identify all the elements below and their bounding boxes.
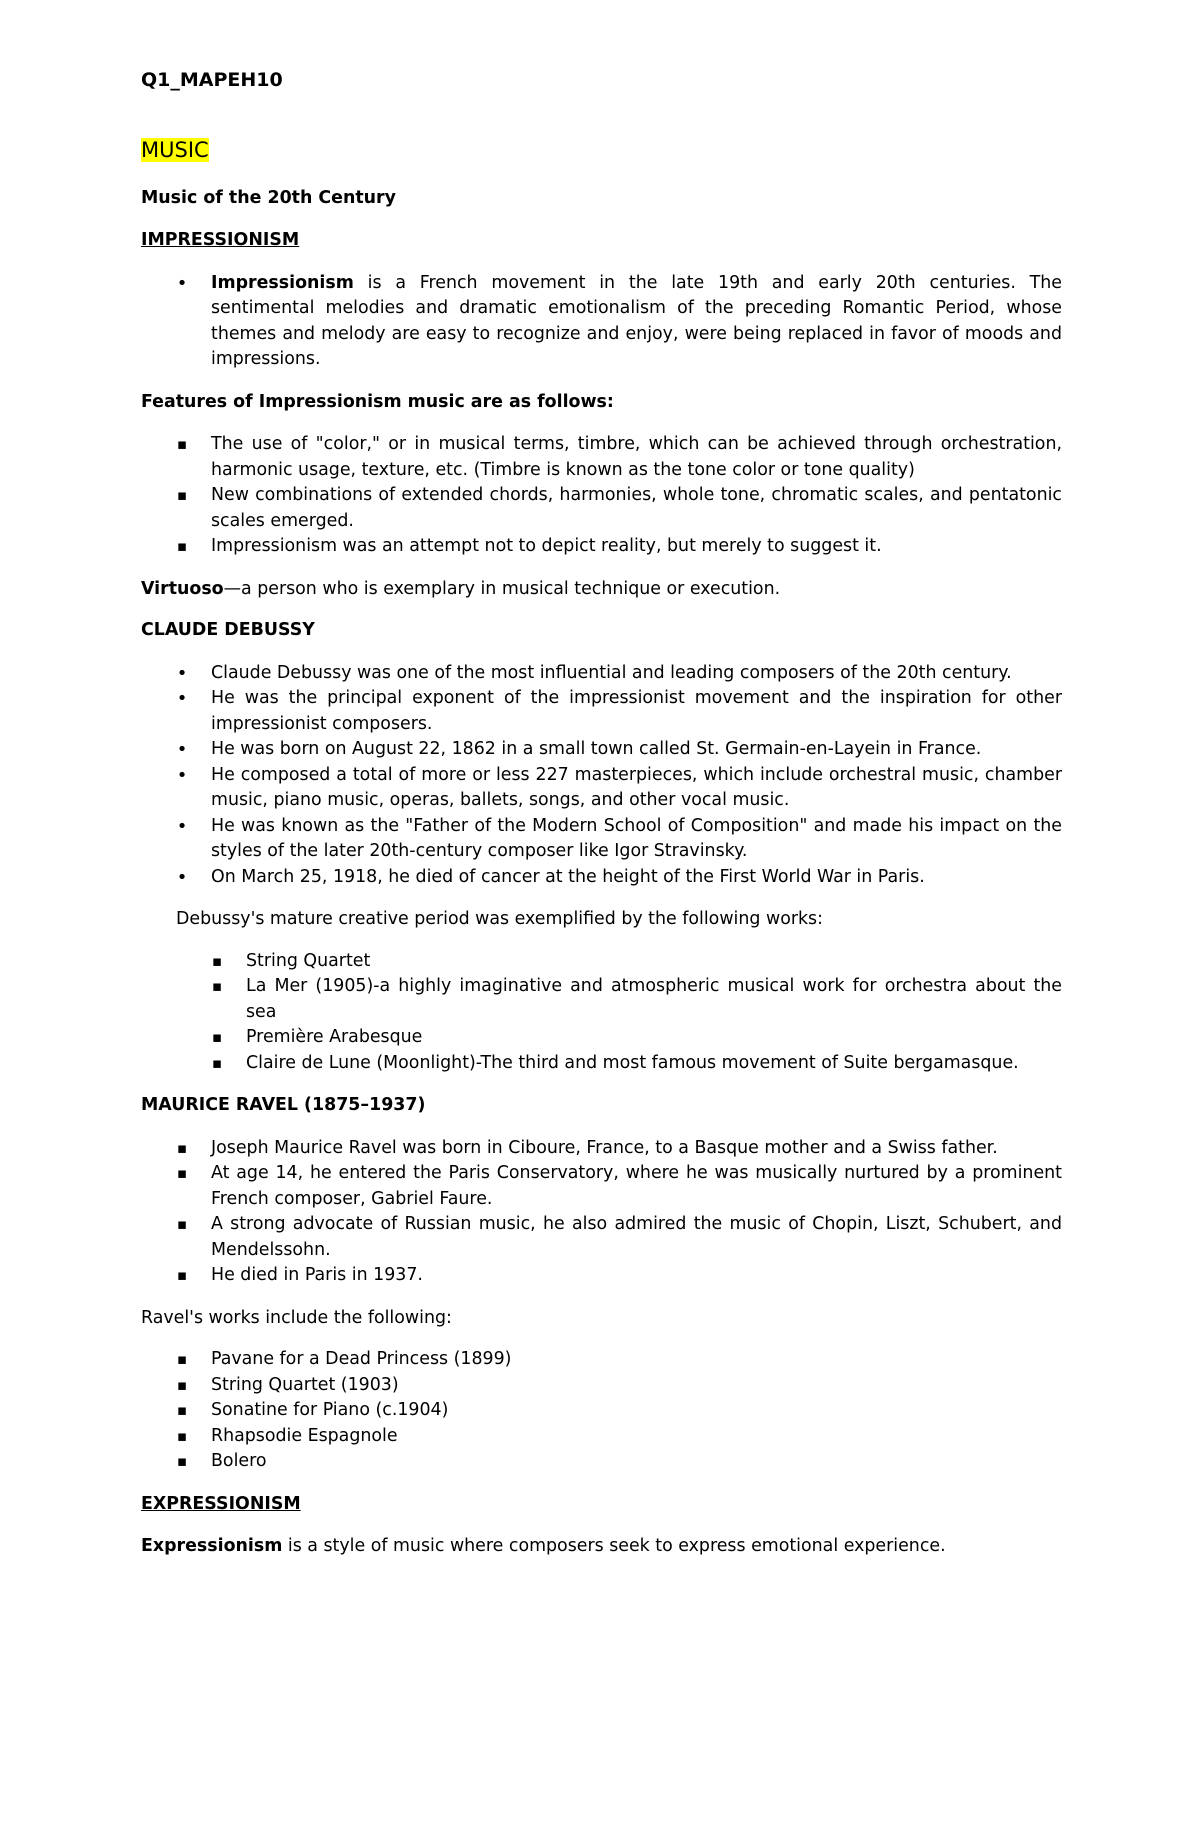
list-item-text: Joseph Maurice Ravel was born in Ciboure, France, to a Basque mother and a Swiss father.: [211, 1137, 998, 1158]
subtitle: Music of the 20th Century: [141, 187, 396, 208]
list-item-text: String Quartet: [246, 950, 371, 971]
list-item: [141, 432, 1062, 483]
list-item-text: A strong advocate of Russian music, he also admired the music of Chopin, Liszt, Schubert, and Mendelssohn.: [211, 1214, 1062, 1260]
features-list: [141, 432, 1062, 560]
list-item: [141, 1212, 1062, 1263]
debussy-works-intro: Debussy's mature creative period was exemplified by the following works:: [176, 909, 823, 929]
impressionism-heading: IMPRESSIONISM: [141, 230, 300, 250]
list-item: [141, 1025, 1062, 1051]
bullet-icon: [176, 763, 188, 790]
list-item-text: He composed a total of more or less 227 masterpieces, which include orchestral music, chamber music, piano music, operas, ballets, songs, and other vocal music.: [211, 764, 1062, 810]
section-title-highlight: MUSIC: [141, 137, 209, 162]
debussy-heading: CLAUDE DEBUSSY: [141, 620, 315, 640]
bullet-icon: [176, 483, 188, 509]
list-item: [141, 271, 1062, 373]
list-item: [141, 1449, 1062, 1475]
bullet-icon: [176, 814, 188, 841]
section-title: [141, 136, 1062, 164]
list-item: [141, 763, 1062, 814]
list-item-text: Claude Debussy was one of the most influential and leading composers of the 20th century.: [211, 662, 1012, 683]
bullet-icon: [176, 1347, 188, 1373]
impressionism-definition: is a French movement in the late 19th and early 20th centuries. The sentimental melodies and dramatic emotionalism of the preceding Romantic Period, whose themes and melody are easy to recognize and enjoy, were being replaced in favor of moods and impressions.: [211, 272, 1062, 369]
list-item: [141, 1136, 1062, 1162]
bullet-icon: [176, 661, 188, 688]
bullet-icon: [176, 1263, 188, 1289]
expressionism-term: Expressionism: [141, 1536, 283, 1556]
list-item-text: Sonatine for Piano (c.1904): [211, 1400, 449, 1420]
list-item-text: He was known as the "Father of the Modern School of Composition" and made his impact on the styles of the later 20th-century composer like Igor Stravinsky.: [211, 815, 1062, 861]
list-item: [141, 737, 1062, 763]
ravel-facts-list: [141, 1136, 1062, 1289]
list-item: [141, 1424, 1062, 1450]
list-item-text: He was the principal exponent of the impressionist movement and the inspiration for other impressionist composers.: [211, 688, 1062, 734]
list-item: [141, 1373, 1062, 1399]
list-item-text: He died in Paris in 1937.: [211, 1265, 423, 1285]
bullet-icon: [176, 737, 188, 764]
expressionism-text: is a style of music where composers seek to express emotional experience.: [282, 1536, 946, 1556]
list-item-text: Claire de Lune (Moonlight)-The third and most famous movement of Suite bergamasque.: [246, 1052, 1019, 1073]
bullet-icon: [211, 1025, 223, 1051]
list-item: [141, 1263, 1062, 1289]
virtuoso-term: Virtuoso: [141, 578, 224, 599]
list-item: [141, 1051, 1062, 1077]
ravel-works-intro: Ravel's works include the following:: [141, 1307, 452, 1328]
list-item: [141, 949, 1062, 975]
list-item-text: He was born on August 22, 1862 in a small town called St. Germain-en-Layein in France.: [211, 739, 982, 759]
debussy-works-list: [141, 949, 1062, 1077]
ravel-heading: MAURICE RAVEL (1875–1937): [141, 1095, 426, 1115]
list-item-text: Bolero: [211, 1451, 267, 1471]
list-item: [141, 865, 1062, 891]
list-item: [141, 661, 1062, 687]
bullet-icon: [176, 534, 188, 560]
bullet-icon: [176, 432, 188, 458]
bullet-icon: [176, 1398, 188, 1424]
list-item-text: Rhapsodie Espagnole: [211, 1425, 398, 1446]
features-heading: Features of Impressionism music are as follows:: [141, 391, 614, 412]
expressionism-heading: EXPRESSIONISM: [141, 1493, 301, 1514]
impressionism-term: Impressionism: [211, 272, 354, 293]
list-item-text: Première Arabesque: [246, 1027, 423, 1047]
debussy-facts-list: [141, 661, 1062, 891]
list-item-text: At age 14, he entered the Paris Conservatory, where he was musically nurtured by a prominent French composer, Gabriel Faure.: [211, 1163, 1062, 1209]
bullet-icon: [176, 1449, 188, 1475]
bullet-icon: [176, 1136, 188, 1162]
bullet-icon: [211, 974, 223, 1000]
expressionism-definition: [141, 1534, 1062, 1560]
list-item: [141, 1347, 1062, 1373]
list-item-text: New combinations of extended chords, harmonies, whole tone, chromatic scales, and pentatonic scales emerged.: [211, 485, 1062, 531]
bullet-icon: [176, 1373, 188, 1399]
bullet-icon: [211, 949, 223, 975]
list-item: [141, 534, 1062, 560]
list-item: [141, 483, 1062, 534]
list-item: [141, 686, 1062, 737]
list-item-text: La Mer (1905)-a highly imaginative and atmospheric musical work for orchestra about the sea: [246, 976, 1062, 1022]
list-item: [141, 974, 1062, 1025]
list-item: [141, 814, 1062, 865]
list-item-text: Pavane for a Dead Princess (1899): [211, 1349, 512, 1369]
bullet-icon: [176, 1161, 188, 1187]
bullet-icon: [176, 271, 188, 298]
bullet-icon: [211, 1051, 223, 1077]
list-item-text: Impressionism was an attempt not to depict reality, but merely to suggest it.: [211, 536, 882, 556]
document-code: Q1_MAPEH10: [141, 69, 283, 91]
list-item-text: On March 25, 1918, he died of cancer at the height of the First World War in Paris.: [211, 866, 925, 887]
bullet-icon: [176, 1212, 188, 1238]
bullet-icon: [176, 686, 188, 713]
list-item-text: String Quartet (1903): [211, 1374, 399, 1395]
virtuoso-text: —a person who is exemplary in musical technique or execution.: [223, 578, 781, 599]
bullet-icon: [176, 1424, 188, 1450]
ravel-works-list: [141, 1347, 1062, 1475]
list-item-text: The use of "color," or in musical terms, timbre, which can be achieved through orchestration, harmonic usage, texture, etc. (Timbre is known as the tone color or tone quality): [211, 434, 1062, 480]
list-item: [141, 1161, 1062, 1212]
bullet-icon: [176, 865, 188, 892]
virtuoso-definition: [141, 577, 1062, 603]
list-item: [141, 1398, 1062, 1424]
impressionism-definition-list: [141, 271, 1062, 373]
